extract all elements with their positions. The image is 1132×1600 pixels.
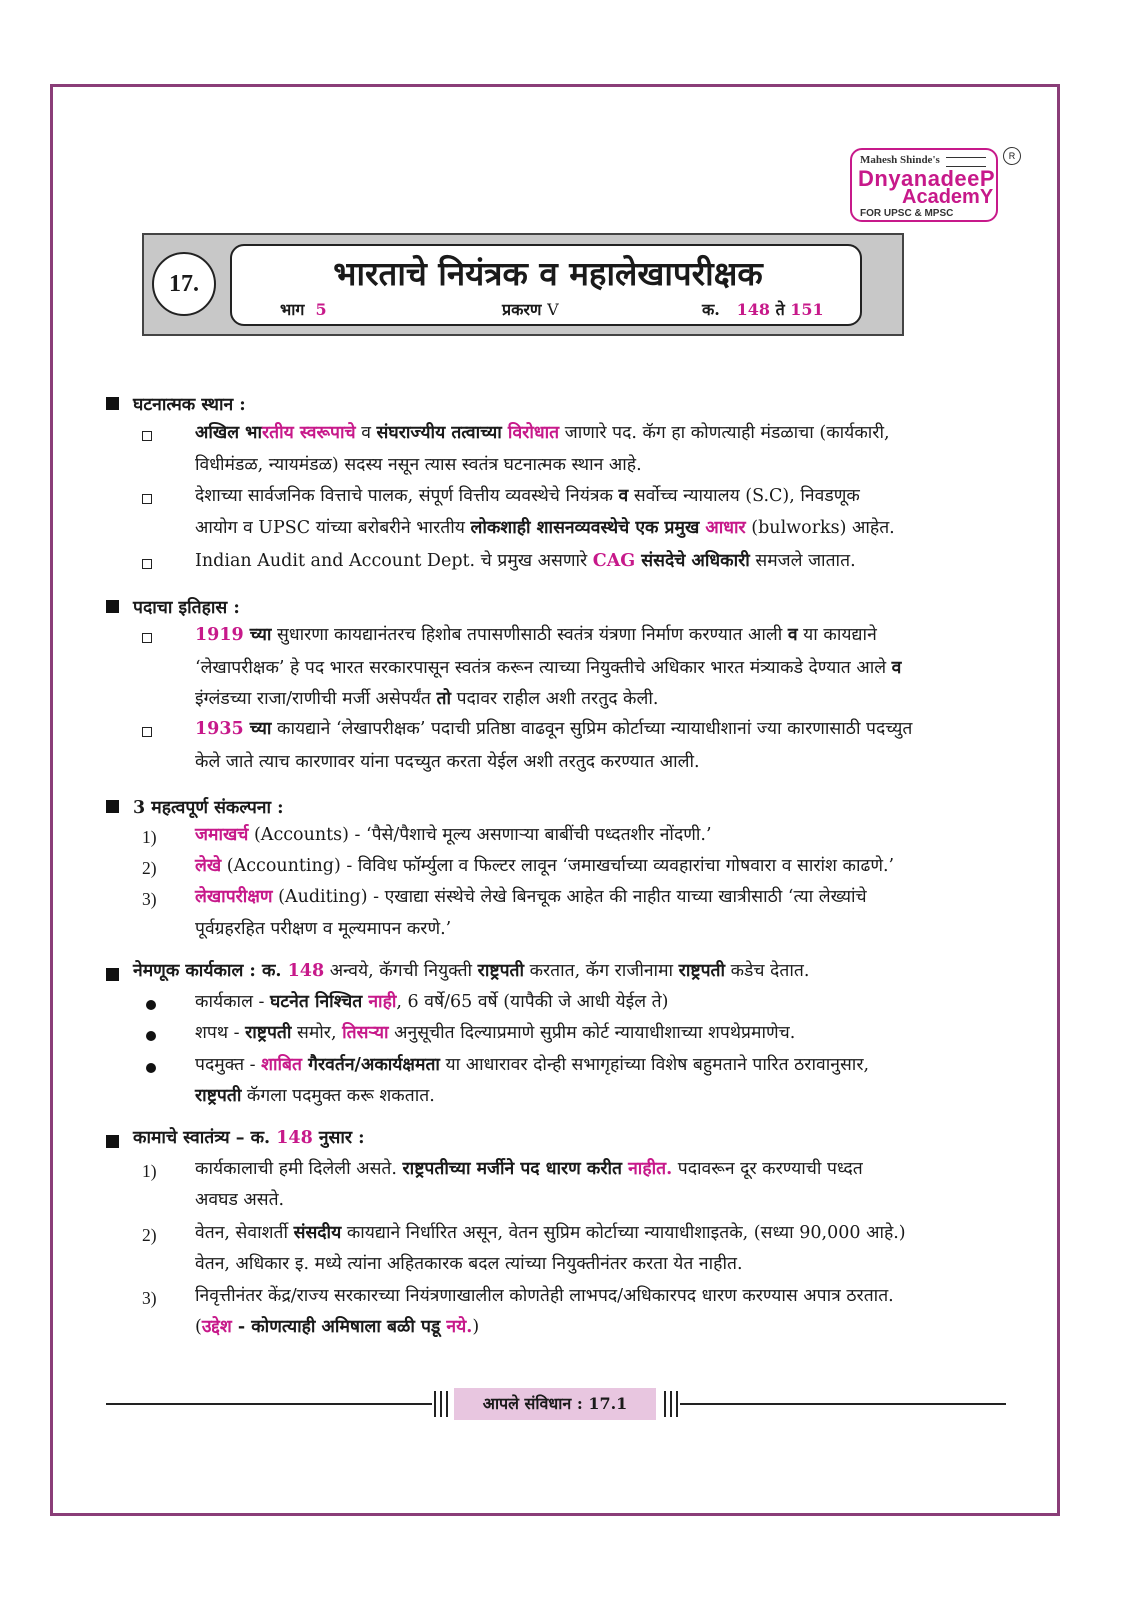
paragraph-line: लेखे (Accounting) - विविध फॉर्म्युला व फिल्टर लावून ‘जमाखर्चाच्या व्यवहारांचा गोषवारा व सारांश काढणे.’ xyxy=(195,856,895,876)
list-number: 1) xyxy=(142,827,157,847)
logo-tagline: FOR UPSC & MPSC xyxy=(860,208,954,219)
footer-bar xyxy=(676,1391,678,1417)
paragraph-line: 1919 च्या सुधारणा कायद्यानंतरच हिशोब तपासणीसाठी स्वतंत्र यंत्रणा निर्माण करण्यात आली व या कायद्याने xyxy=(195,625,877,645)
section-bullet-icon xyxy=(106,1135,119,1148)
list-number: 3) xyxy=(142,889,157,909)
paragraph-line: कार्यकालाची हमी दिलेली असते. राष्ट्रपतीच्या मर्जीने पद धारण करीत नाहीत. पदावरून दूर करण्याची पध्दत xyxy=(195,1159,863,1179)
registered-mark-icon: R xyxy=(1003,147,1021,165)
paragraph-line: निवृत्तीनंतर केंद्र/राज्य सरकारच्या नियंत्रणाखालील कोणतेही लाभपद/अधिकारपद धारण करण्यास अपात्र ठरतात. xyxy=(195,1286,894,1306)
paragraph-line: पूर्वग्रहरहित परीक्षण व मूल्यमापन करणे.’ xyxy=(195,919,452,939)
part-info: भाग 5 xyxy=(280,300,327,319)
section-heading: कामाचे स्वातंत्र्य – क. 148 नुसार : xyxy=(133,1128,365,1148)
paragraph-line: वेतन, सेवाशर्ती संसदीय कायद्याने निर्धारित असून, वेतन सुप्रिम कोर्टाच्या न्यायाधीशाइतके, (सध्या 90,000 आहे.) xyxy=(195,1223,906,1243)
item-bullet-icon xyxy=(142,559,152,569)
paragraph-line: वेतन, अधिकार इ. मध्ये त्यांना अहितकारक बदल त्यांच्या नियुक्तीनंतर करता येत नाहीत. xyxy=(195,1254,743,1274)
section-info: प्रकरण V xyxy=(502,300,559,319)
footer-bar xyxy=(440,1391,442,1417)
section-bullet-icon xyxy=(106,600,119,613)
item-bullet-icon xyxy=(142,494,152,504)
article-info: क. 148 ते 151 xyxy=(702,300,824,319)
paragraph-line: शपथ - राष्ट्रपती समोर, तिसऱ्या अनुसूचीत दिल्याप्रमाणे सुप्रीम कोर्ट न्यायाधीशाच्या शपथेप्रमाणेच. xyxy=(195,1023,796,1043)
section-bullet-icon xyxy=(106,397,119,410)
paragraph-line: देशाच्या सार्वजनिक वित्ताचे पालक, संपूर्ण वित्तीय व्यवस्थेचे नियंत्रक व सर्वोच्च न्यायालय (S.C), निवडणूक xyxy=(195,486,860,506)
footer-page-label: आपले संविधान : 17.1 xyxy=(454,1388,656,1420)
paragraph-line: (उद्देश - कोणत्याही अमिषाला बळी पडू नये.) xyxy=(195,1317,480,1337)
section-heading: घटनात्मक स्थान : xyxy=(133,395,246,415)
paragraph-line: इंग्लंडच्या राजा/राणीची मर्जी असेपर्यंत तो पदावर राहील अशी तरतुद केली. xyxy=(195,689,659,709)
paragraph-line: Indian Audit and Account Dept. चे प्रमुख असणारे CAG संसदेचे अधिकारी समजले जातात. xyxy=(195,551,856,571)
logo-owner: Mahesh Shinde's xyxy=(860,154,940,166)
footer-bar xyxy=(446,1391,448,1417)
paragraph-line: अखिल भारतीय स्वरूपाचे व संघराज्यीय तत्वाच्या विरोधात जाणारे पद. कॅग हा कोणत्याही मंडळाचा (कार्यकारी, xyxy=(195,423,890,443)
list-number: 3) xyxy=(142,1288,157,1308)
paragraph-line: अवघड असते. xyxy=(195,1190,285,1210)
footer-bar xyxy=(434,1391,436,1417)
paragraph-line: कार्यकाल - घटनेत निश्चित नाही, 6 वर्षे/65 वर्षे (यापैकी जे आधी येईल ते) xyxy=(195,992,669,1012)
bullet-dot-icon xyxy=(146,1063,156,1073)
chapter-title-box xyxy=(230,244,862,326)
paragraph-line: आयोग व UPSC यांच्या बरोबरीने भारतीय लोकशाही शासनव्यवस्थेचे एक प्रमुख आधार (bulworks) आहेत. xyxy=(195,518,895,538)
section-bullet-icon xyxy=(106,800,119,813)
list-number: 1) xyxy=(142,1161,157,1181)
paragraph-line: विधीमंडळ, न्यायमंडळ) सदस्य नसून त्यास स्वतंत्र घटनात्मक स्थान आहे. xyxy=(195,455,642,475)
paragraph-line: राष्ट्रपती कॅगला पदमुक्त करू शकतात. xyxy=(195,1086,435,1106)
paragraph-line: केले जाते त्याच कारणावर यांना पदच्युत करता येईल अशी तरतुद करण्यात आली. xyxy=(195,752,700,772)
item-bullet-icon xyxy=(142,431,152,441)
footer-bar xyxy=(670,1391,672,1417)
bullet-dot-icon xyxy=(146,1031,156,1041)
section-heading: पदाचा इतिहास : xyxy=(133,598,240,618)
item-bullet-icon xyxy=(142,633,152,643)
academy-logo xyxy=(850,148,998,222)
chapter-title: भारताचे नियंत्रक व महालेखापरीक्षक xyxy=(333,254,763,293)
chapter-number: 17. xyxy=(152,252,216,316)
bullet-dot-icon xyxy=(146,1000,156,1010)
section-bullet-icon xyxy=(106,968,119,981)
logo-academy: AcademY xyxy=(902,186,994,208)
footer-rule-left xyxy=(106,1403,432,1405)
list-number: 2) xyxy=(142,1225,157,1245)
paragraph-line: ‘लेखापरीक्षक’ हे पद भारत सरकारपासून स्वतंत्र करून त्याच्या नियुक्तीचे अधिकार भारत मंत्र्याकडे देण्यात आले व xyxy=(195,658,902,678)
section-heading: नेमणूक कार्यकाल : क. 148 अन्वये, कॅगची नियुक्ती राष्ट्रपती करतात, कॅग राजीनामा राष्ट्रपती कडेच देतात. xyxy=(133,961,810,981)
paragraph-line: जमाखर्च (Accounts) - ‘पैसे/पैशाचे मूल्य असणाऱ्या बाबींची पध्दतशीर नोंदणी.’ xyxy=(195,825,712,845)
section-heading: 3 महत्वपूर्ण संकल्पना : xyxy=(133,798,284,818)
paragraph-line: लेखापरीक्षण (Auditing) - एखाद्या संस्थेचे लेखे बिनचूक आहेत की नाहीत याच्या खात्रीसाठी ‘त्या लेख्यांचे xyxy=(195,887,867,907)
list-number: 2) xyxy=(142,858,157,878)
item-bullet-icon xyxy=(142,727,152,737)
paragraph-line: पदमुक्त - शाबित गैरवर्तन/अकार्यक्षमता या आधारावर दोन्ही सभागृहांच्या विशेष बहुमताने पारित ठरावानुसार, xyxy=(195,1055,870,1075)
paragraph-line: 1935 च्या कायद्याने ‘लेखापरीक्षक’ पदाची प्रतिष्ठा वाढवून सुप्रिम कोर्टाच्या न्यायाधीशानां ज्या कारणासाठी पदच्युत xyxy=(195,719,913,739)
logo-name: DnyanadeeP xyxy=(858,166,996,191)
footer-bar xyxy=(664,1391,666,1417)
footer-rule-right xyxy=(680,1403,1006,1405)
